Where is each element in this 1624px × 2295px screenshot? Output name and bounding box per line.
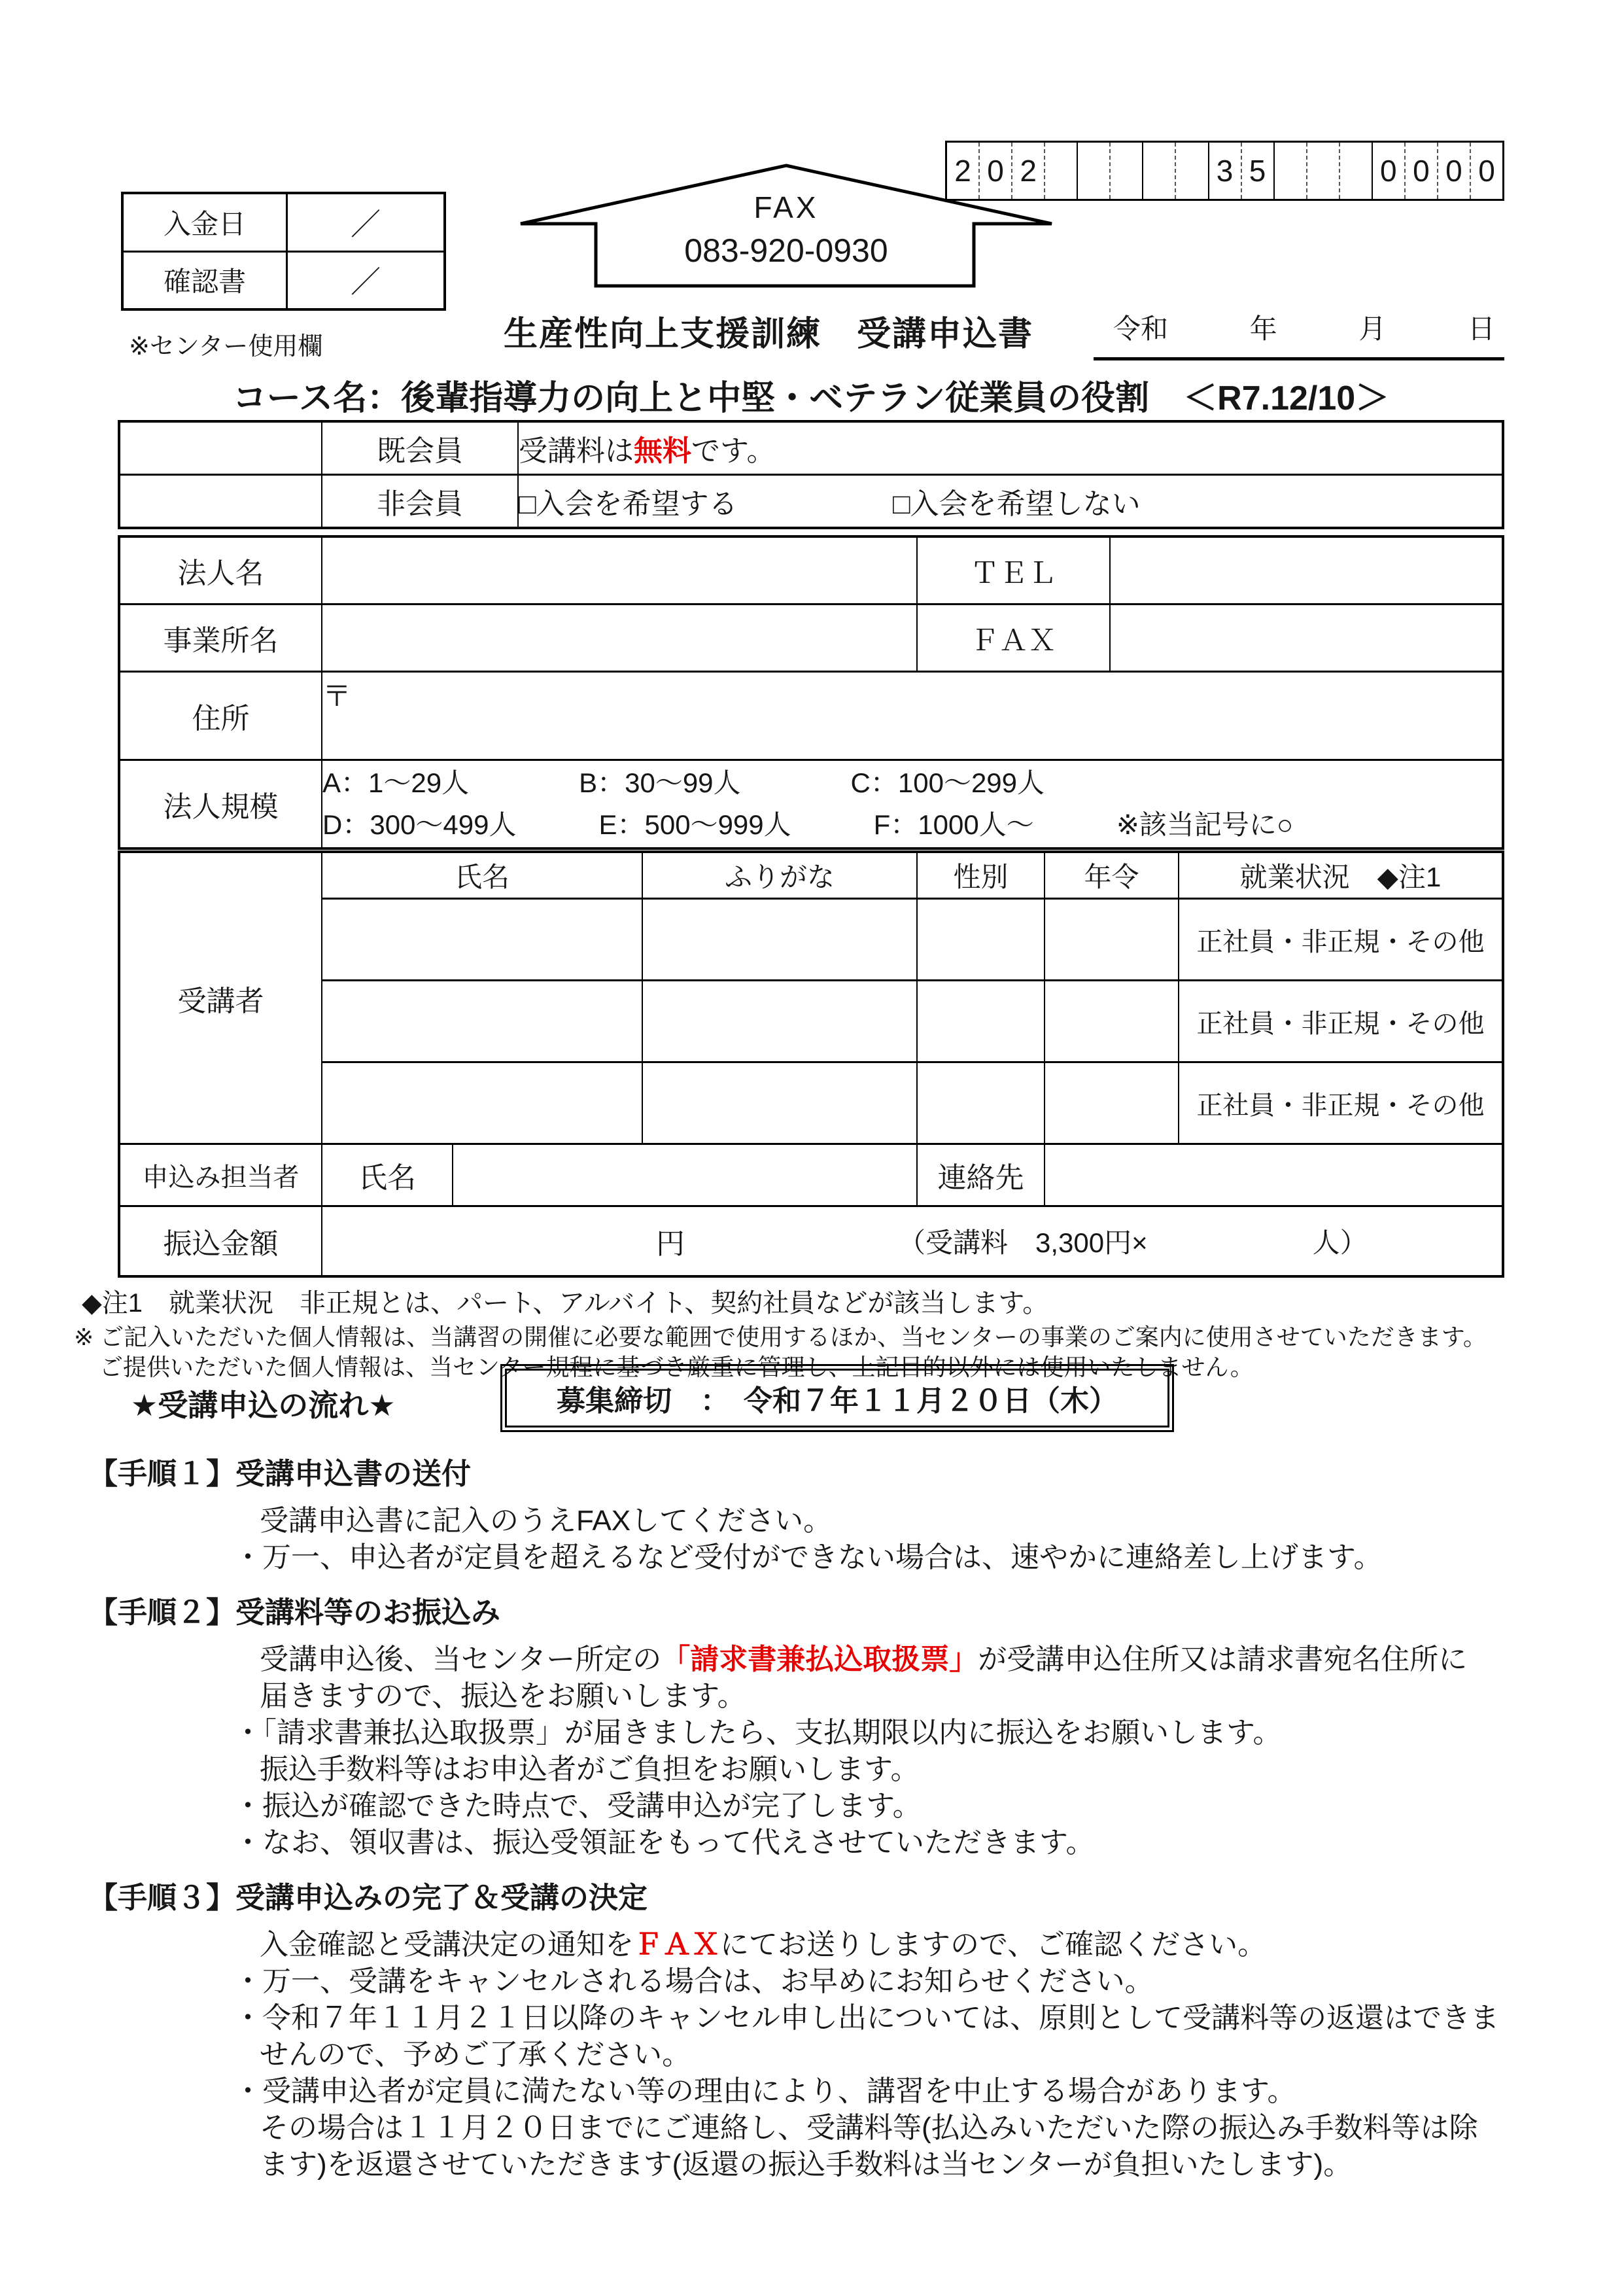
join-checkbox-option: □入会を希望する: [519, 488, 738, 520]
furigana-column-header: ふりがな: [642, 852, 917, 899]
participant-sex-field: [917, 1062, 1045, 1144]
fee-formula: （受講料 3,300円× 人）: [898, 1227, 1368, 1258]
participant-furigana-field: [642, 1062, 917, 1144]
step-3-line-pre: 入金確認と受講決定の通知を: [260, 1929, 634, 1961]
step-2-line: ・なお、領収書は、振込受領証をもって代えさせていただきます。: [233, 1827, 1095, 1859]
participant-row: [119, 899, 1503, 981]
deposit-date-label: 入金日: [124, 194, 288, 251]
participants-header-row: [119, 852, 1503, 899]
nonmember-label: 非会員: [322, 475, 518, 529]
code-cell: 0: [978, 143, 1011, 199]
code-cell: 2: [1011, 143, 1044, 199]
center-use-caption: ※センター使用欄: [129, 333, 323, 360]
step-2-line: ・「請求書兼払込取扱票」が届きましたら、支払期限以内に振込をお願いします。: [233, 1717, 1282, 1749]
participant-row: [119, 981, 1503, 1062]
day-label: 日: [1467, 313, 1495, 344]
contact-person-row: [119, 1144, 1503, 1206]
fax-field-label: ＦＡＸ: [917, 604, 1110, 672]
corp-name-field: [322, 536, 917, 604]
nojoin-checkbox-option: □入会を希望しない: [893, 488, 1141, 520]
corp-name-label: 法人名: [119, 536, 322, 604]
step-3-line-post: にてお送りしますので、ご確認ください。: [720, 1929, 1267, 1961]
fee-free-highlight: 無料: [634, 435, 691, 467]
code-cell: [1044, 143, 1077, 199]
company-size-row: [119, 760, 1503, 849]
step-1-title: 【手順１】受講申込書の送付: [88, 1457, 472, 1490]
nonmember-options: [518, 475, 1503, 529]
code-strip: [945, 141, 1504, 201]
step-3-line: [88, 1927, 1553, 1963]
name-column-header: 氏名: [322, 852, 642, 899]
participant-age-field: [1045, 981, 1179, 1062]
step-3-line: せんので、予めご了承ください。: [260, 2039, 691, 2071]
step-3-line: ・万一、受講をキャンセルされる場合は、お早めにお知らせください。: [233, 1965, 1154, 1997]
code-cell: 0: [1470, 143, 1502, 199]
participant-furigana-field: [642, 981, 917, 1062]
employment-status-options: 正社員・非正規・その他: [1179, 1062, 1503, 1144]
member-fee-note: [518, 421, 1503, 475]
participant-sex-field: [917, 899, 1045, 981]
participant-name-field: [322, 981, 642, 1062]
step-3-line: ・令和７年１１月２１日以降のキャンセル申し出については、原則として受講料等の返還はできま: [233, 2002, 1500, 2034]
participant-name-field: [322, 1062, 642, 1144]
sex-column-header: 性別: [917, 852, 1045, 899]
center-use-table: [121, 192, 446, 311]
invoice-slip-highlight: 「請求書兼払込取扱票」: [661, 1643, 978, 1675]
fax-field: [1110, 604, 1503, 672]
course-title: コース名：後輩指導力の向上と中堅・ベテラン従業員の役割 ＜R7.12/10＞: [232, 379, 1390, 417]
size-options-line2: D：300～499人 E：500～999人 F：1000人～ ※該当記号に○: [322, 809, 1294, 840]
age-column-header: 年令: [1045, 852, 1179, 899]
code-cell: 3: [1208, 143, 1241, 199]
postal-mark: 〒: [322, 680, 351, 712]
participant-age-field: [1045, 1062, 1179, 1144]
corporate-info-table: [118, 535, 1504, 850]
page-title: 生産性向上支援訓練 受講申込書: [503, 315, 1033, 353]
member-mark-cell: [119, 421, 322, 475]
step-2-line: 振込手数料等はお申込者がご負担をお願いします。: [260, 1753, 920, 1785]
participant-furigana-field: [642, 899, 917, 981]
deposit-date-value: ／: [351, 207, 381, 241]
code-cell: 5: [1241, 143, 1273, 199]
participant-name-field: [322, 899, 642, 981]
transfer-amount-field: [322, 1206, 1503, 1277]
era-label: 令和: [1113, 313, 1169, 344]
code-cell: [1077, 143, 1109, 199]
step-3-title: 【手順３】受講申込みの完了＆受講の決定: [88, 1881, 648, 1914]
corp-name-row: [119, 536, 1503, 604]
flow-section-title: ★受講申込の流れ★: [131, 1388, 396, 1422]
code-cell: 0: [1437, 143, 1470, 199]
step-3-line: ・受講申込者が定員に満たない等の理由により、講習を中止する場合があります。: [233, 2075, 1296, 2107]
tel-label: ＴＥＬ: [917, 536, 1110, 604]
code-cell: 0: [1404, 143, 1437, 199]
contact-name-label: 氏名: [322, 1144, 453, 1206]
contact-person-label: 申込み担当者: [119, 1144, 322, 1206]
employment-status-header: 就業状況 ◆注1: [1179, 852, 1503, 899]
confirmation-doc-value: ／: [351, 265, 381, 300]
step-1-line: 受講申込書に記入のうえFAXしてください。: [260, 1505, 833, 1537]
code-cell: [1339, 143, 1372, 199]
participant-sex-field: [917, 981, 1045, 1062]
fee-note-pre: 受講料は: [519, 435, 634, 467]
fax-label: FAX: [753, 190, 819, 224]
note1-employment-status: ◆注1 就業状況 非正規とは、パート、アルバイト、契約社員などが該当します。: [82, 1289, 1049, 1318]
member-label: 既会員: [322, 421, 518, 475]
code-cell: [1142, 143, 1175, 199]
year-label: 年: [1249, 313, 1277, 344]
participant-row: [119, 1062, 1503, 1144]
address-row: [119, 672, 1503, 760]
code-cell: [1175, 143, 1207, 199]
step-2-line: 届きますので、振込をお願いします。: [260, 1680, 746, 1712]
address-field: [322, 672, 1503, 760]
participants-row-label: 受講者: [119, 852, 322, 1144]
yen-unit-label: 円: [656, 1228, 685, 1260]
office-name-label: 事業所名: [119, 604, 322, 672]
code-cell: [1109, 143, 1142, 199]
deposit-date-row: [124, 194, 443, 251]
step-1-line: ・万一、申込者が定員を超えるなど受付ができない場合は、速やかに連絡差し上げます。: [233, 1541, 1383, 1573]
privacy-note-line1: ※ ご記入いただいた個人情報は、当講習の開催に必要な範囲で使用するほか、当センターの事業のご案内に使用させていただきます。: [74, 1323, 1487, 1350]
size-options-line1: A：1～29人 B：30～99人 C：100～299人: [322, 767, 1045, 798]
fax-notice-highlight: ＦＡＸ: [634, 1929, 720, 1961]
nonmember-mark-cell: [119, 475, 322, 529]
step-3-line: その場合は１１月２０日までにご連絡し、受講料等(払込みいただいた際の振込み手数料等は除: [260, 2112, 1478, 2144]
step-3-line: ます)を返還させていただきます(返還の振込手数料は当センターが負担いたします)。: [260, 2148, 1353, 2181]
step-2-line-pre: 受講申込後、当センター所定の: [260, 1643, 662, 1675]
step-2-line-post: が受講申込住所又は請求書宛名住所に: [978, 1643, 1468, 1675]
transfer-amount-row: [119, 1206, 1503, 1277]
participant-age-field: [1045, 899, 1179, 981]
member-row: [119, 421, 1503, 475]
flow-steps: [88, 1456, 1553, 2183]
company-size-options: [322, 760, 1503, 849]
contact-tel-field: [1045, 1144, 1503, 1206]
tel-field: [1110, 536, 1503, 604]
code-cell: [1273, 143, 1306, 199]
confirmation-doc-label: 確認書: [124, 253, 288, 309]
transfer-amount-label: 振込金額: [119, 1206, 322, 1277]
step-2-line: ・振込が確認できた時点で、受講申込が完了します。: [233, 1790, 922, 1822]
membership-table: [118, 420, 1504, 529]
fee-note-post: です。: [691, 435, 776, 467]
code-cell: [1306, 143, 1339, 199]
privacy-note-line2: ご提供いただいた個人情報は、当センター規程に基づき厳重に管理し、上記目的以外には使用いたしません。: [99, 1354, 1254, 1380]
office-name-row: [119, 604, 1503, 672]
confirmation-doc-row: [124, 251, 443, 309]
date-line: [1094, 307, 1504, 360]
employment-status-options: 正社員・非正規・その他: [1179, 899, 1503, 981]
deadline-box: [500, 1364, 1174, 1432]
fax-number: 083-920-0930: [684, 232, 888, 269]
nonmember-row: [119, 475, 1503, 529]
code-cell: 2: [954, 154, 971, 188]
contact-name-field: [453, 1144, 917, 1206]
code-cell: 0: [1372, 143, 1404, 199]
participants-table: [118, 850, 1504, 1278]
contact-tel-label: 連絡先: [917, 1144, 1045, 1206]
step-2-title: 【手順２】受講料等のお振込み: [88, 1596, 501, 1629]
step-2-line: [88, 1641, 1553, 1678]
month-label: 月: [1358, 313, 1387, 344]
company-size-label: 法人規模: [119, 760, 322, 849]
employment-status-options: 正社員・非正規・その他: [1179, 981, 1503, 1062]
deadline-text: 募集締切 ： 令和７年１１月２０日（木）: [557, 1385, 1118, 1417]
office-name-field: [322, 604, 917, 672]
address-label: 住所: [119, 672, 322, 760]
